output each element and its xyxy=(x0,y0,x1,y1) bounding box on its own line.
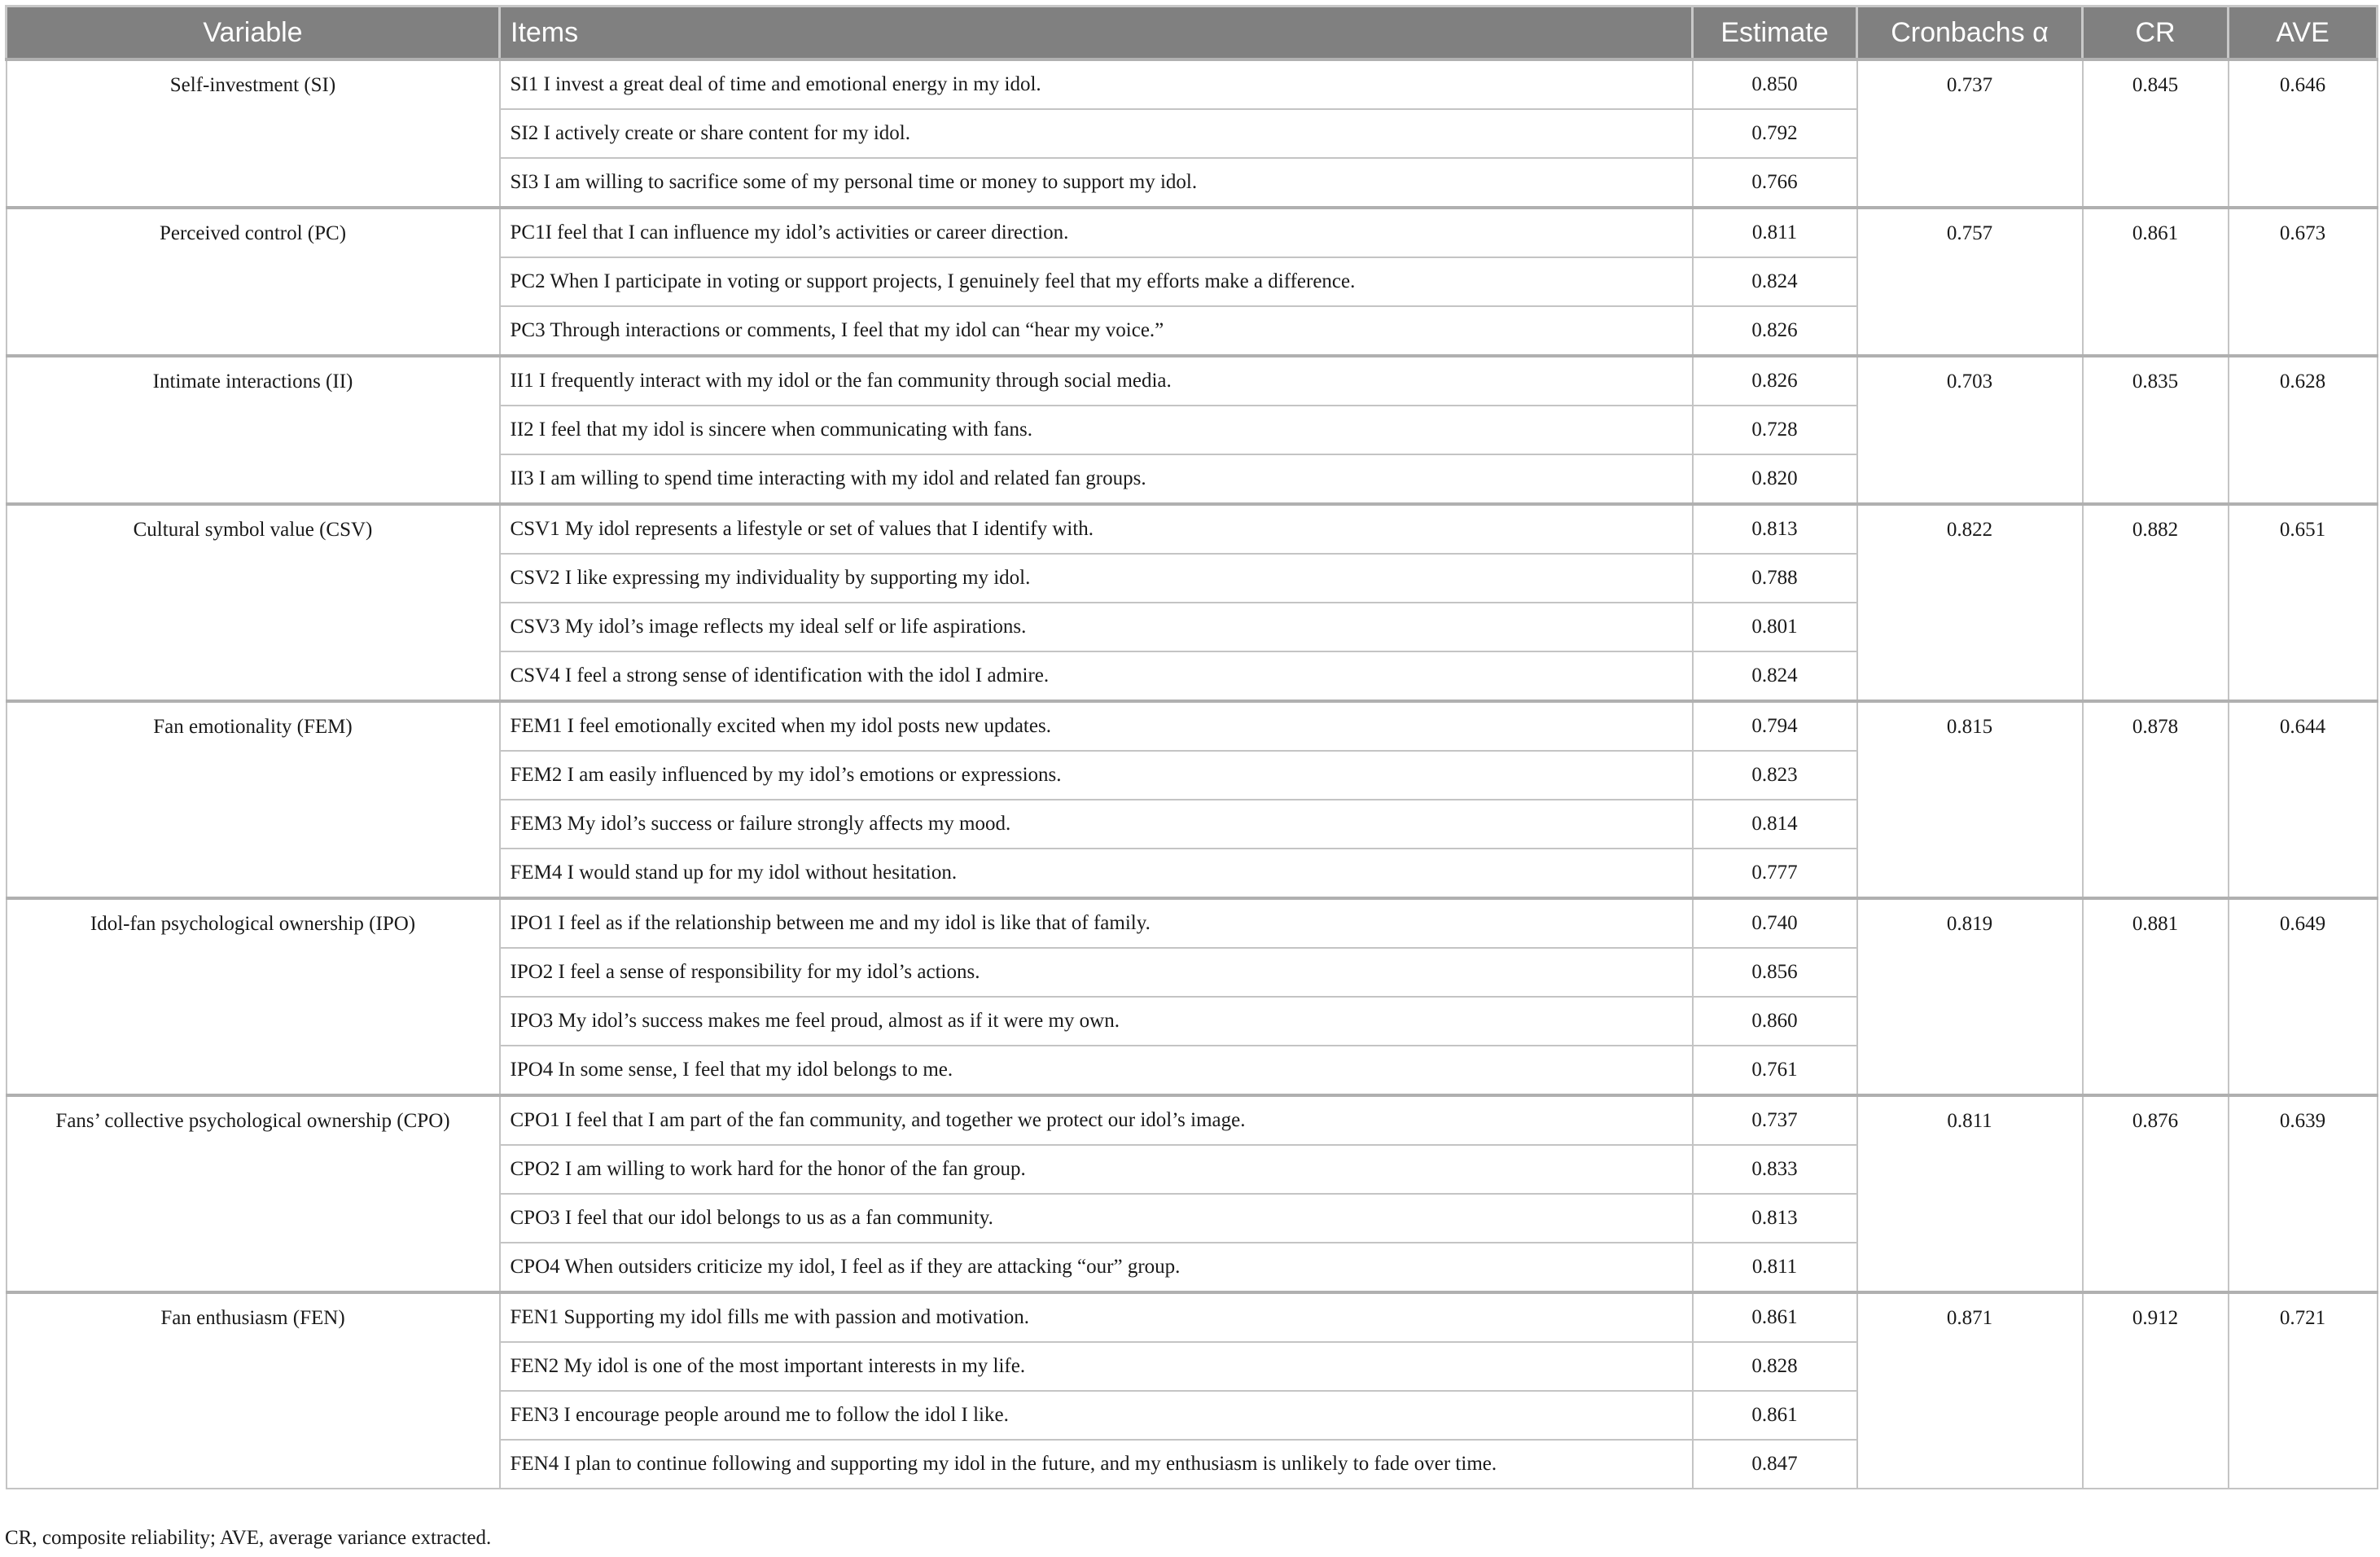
item-text: CSV3 My idol’s image reflects my ideal self or life aspirations. xyxy=(500,603,1693,651)
item-estimate: 0.828 xyxy=(1693,1342,1857,1391)
item-estimate: 0.811 xyxy=(1693,208,1857,257)
cr-value: 0.861 xyxy=(2083,208,2229,356)
item-text: PC2 When I participate in voting or support projects, I genuinely feel that my efforts make a difference. xyxy=(500,257,1693,306)
item-text: IPO4 In some sense, I feel that my idol belongs to me. xyxy=(500,1046,1693,1095)
cronbachs-alpha-value: 0.815 xyxy=(1857,701,2083,898)
table-footnote: CR, composite reliability; AVE, average variance extracted. xyxy=(5,1527,492,1549)
cr-value: 0.876 xyxy=(2083,1095,2229,1292)
item-estimate: 0.801 xyxy=(1693,603,1857,651)
item-text: FEM2 I am easily influenced by my idol’s emotions or expressions. xyxy=(500,751,1693,800)
variable-name: Intimate interactions (II) xyxy=(7,356,500,504)
item-text: CSV1 My idol represents a lifestyle or set of values that I identify with. xyxy=(500,504,1693,554)
item-estimate: 0.811 xyxy=(1693,1243,1857,1292)
variable-name: Fan enthusiasm (FEN) xyxy=(7,1292,500,1489)
ave-value: 0.639 xyxy=(2229,1095,2378,1292)
item-text: CPO4 When outsiders criticize my idol, I feel as if they are attacking “our” group. xyxy=(500,1243,1693,1292)
header-cr: CR xyxy=(2083,7,2229,60)
ave-value: 0.644 xyxy=(2229,701,2378,898)
item-text: IPO3 My idol’s success makes me feel proud, almost as if it were my own. xyxy=(500,997,1693,1046)
table-row xyxy=(7,1095,2378,1145)
cronbachs-alpha-value: 0.819 xyxy=(1857,898,2083,1095)
header-row xyxy=(7,7,2378,60)
table-row xyxy=(7,356,2378,406)
header-estimate: Estimate xyxy=(1693,7,1857,60)
item-text: PC3 Through interactions or comments, I feel that my idol can “hear my voice.” xyxy=(500,306,1693,356)
table-row xyxy=(7,701,2378,751)
variable-name: Cultural symbol value (CSV) xyxy=(7,504,500,701)
item-text: IPO2 I feel a sense of responsibility for my idol’s actions. xyxy=(500,948,1693,997)
ave-value: 0.628 xyxy=(2229,356,2378,504)
variable-name: Self-investment (SI) xyxy=(7,59,500,208)
item-estimate: 0.820 xyxy=(1693,454,1857,504)
table-row xyxy=(7,504,2378,554)
cronbachs-alpha-value: 0.822 xyxy=(1857,504,2083,701)
cronbachs-alpha-value: 0.703 xyxy=(1857,356,2083,504)
item-text: IPO1 I feel as if the relationship between me and my idol is like that of family. xyxy=(500,898,1693,948)
header-variable: Variable xyxy=(7,7,500,60)
table-row xyxy=(7,1292,2378,1342)
ave-value: 0.651 xyxy=(2229,504,2378,701)
item-estimate: 0.850 xyxy=(1693,59,1857,109)
variable-name: Fans’ collective psychological ownership (CPO) xyxy=(7,1095,500,1292)
item-estimate: 0.792 xyxy=(1693,109,1857,158)
table-row xyxy=(7,898,2378,948)
item-estimate: 0.794 xyxy=(1693,701,1857,751)
item-estimate: 0.856 xyxy=(1693,948,1857,997)
item-estimate: 0.766 xyxy=(1693,158,1857,208)
item-text: FEM4 I would stand up for my idol without hesitation. xyxy=(500,849,1693,898)
cr-value: 0.835 xyxy=(2083,356,2229,504)
item-text: FEN2 My idol is one of the most important interests in my life. xyxy=(500,1342,1693,1391)
reliability-table xyxy=(5,5,2378,1489)
ave-value: 0.721 xyxy=(2229,1292,2378,1489)
cr-value: 0.845 xyxy=(2083,59,2229,208)
cr-value: 0.882 xyxy=(2083,504,2229,701)
item-estimate: 0.847 xyxy=(1693,1440,1857,1489)
header-ave: AVE xyxy=(2229,7,2378,60)
item-estimate: 0.737 xyxy=(1693,1095,1857,1145)
item-estimate: 0.860 xyxy=(1693,997,1857,1046)
item-text: SI2 I actively create or share content for my idol. xyxy=(500,109,1693,158)
item-text: CSV4 I feel a strong sense of identification with the idol I admire. xyxy=(500,651,1693,701)
header-cronbachs-alpha: Cronbachs α xyxy=(1857,7,2083,60)
item-text: PC1I feel that I can influence my idol’s activities or career direction. xyxy=(500,208,1693,257)
item-text: FEM1 I feel emotionally excited when my idol posts new updates. xyxy=(500,701,1693,751)
table-row xyxy=(7,59,2378,109)
item-estimate: 0.813 xyxy=(1693,504,1857,554)
cronbachs-alpha-value: 0.811 xyxy=(1857,1095,2083,1292)
item-text: FEM3 My idol’s success or failure strongly affects my mood. xyxy=(500,800,1693,849)
header-items: Items xyxy=(500,7,1693,60)
cr-value: 0.912 xyxy=(2083,1292,2229,1489)
ave-value: 0.649 xyxy=(2229,898,2378,1095)
item-estimate: 0.728 xyxy=(1693,406,1857,454)
item-text: FEN3 I encourage people around me to follow the idol I like. xyxy=(500,1391,1693,1440)
item-text: CPO2 I am willing to work hard for the honor of the fan group. xyxy=(500,1145,1693,1194)
item-text: II2 I feel that my idol is sincere when communicating with fans. xyxy=(500,406,1693,454)
item-estimate: 0.777 xyxy=(1693,849,1857,898)
cr-value: 0.881 xyxy=(2083,898,2229,1095)
ave-value: 0.673 xyxy=(2229,208,2378,356)
item-estimate: 0.824 xyxy=(1693,651,1857,701)
item-text: FEN4 I plan to continue following and supporting my idol in the future, and my enthusiasm is unlikely to fade over time. xyxy=(500,1440,1693,1489)
table-row xyxy=(7,208,2378,257)
variable-name: Fan emotionality (FEM) xyxy=(7,701,500,898)
item-estimate: 0.861 xyxy=(1693,1292,1857,1342)
item-text: FEN1 Supporting my idol fills me with passion and motivation. xyxy=(500,1292,1693,1342)
item-estimate: 0.824 xyxy=(1693,257,1857,306)
item-estimate: 0.833 xyxy=(1693,1145,1857,1194)
item-estimate: 0.788 xyxy=(1693,554,1857,603)
item-estimate: 0.826 xyxy=(1693,306,1857,356)
cronbachs-alpha-value: 0.737 xyxy=(1857,59,2083,208)
cronbachs-alpha-value: 0.757 xyxy=(1857,208,2083,356)
ave-value: 0.646 xyxy=(2229,59,2378,208)
item-estimate: 0.861 xyxy=(1693,1391,1857,1440)
item-text: SI3 I am willing to sacrifice some of my personal time or money to support my idol. xyxy=(500,158,1693,208)
cronbachs-alpha-value: 0.871 xyxy=(1857,1292,2083,1489)
item-text: CSV2 I like expressing my individuality by supporting my idol. xyxy=(500,554,1693,603)
cr-value: 0.878 xyxy=(2083,701,2229,898)
variable-name: Perceived control (PC) xyxy=(7,208,500,356)
item-text: CPO1 I feel that I am part of the fan community, and together we protect our idol’s image. xyxy=(500,1095,1693,1145)
item-text: II1 I frequently interact with my idol or the fan community through social media. xyxy=(500,356,1693,406)
item-text: II3 I am willing to spend time interacting with my idol and related fan groups. xyxy=(500,454,1693,504)
item-estimate: 0.740 xyxy=(1693,898,1857,948)
variable-name: Idol-fan psychological ownership (IPO) xyxy=(7,898,500,1095)
item-estimate: 0.761 xyxy=(1693,1046,1857,1095)
item-estimate: 0.823 xyxy=(1693,751,1857,800)
item-estimate: 0.813 xyxy=(1693,1194,1857,1243)
item-estimate: 0.814 xyxy=(1693,800,1857,849)
item-estimate: 0.826 xyxy=(1693,356,1857,406)
item-text: SI1 I invest a great deal of time and emotional energy in my idol. xyxy=(500,59,1693,109)
item-text: CPO3 I feel that our idol belongs to us as a fan community. xyxy=(500,1194,1693,1243)
